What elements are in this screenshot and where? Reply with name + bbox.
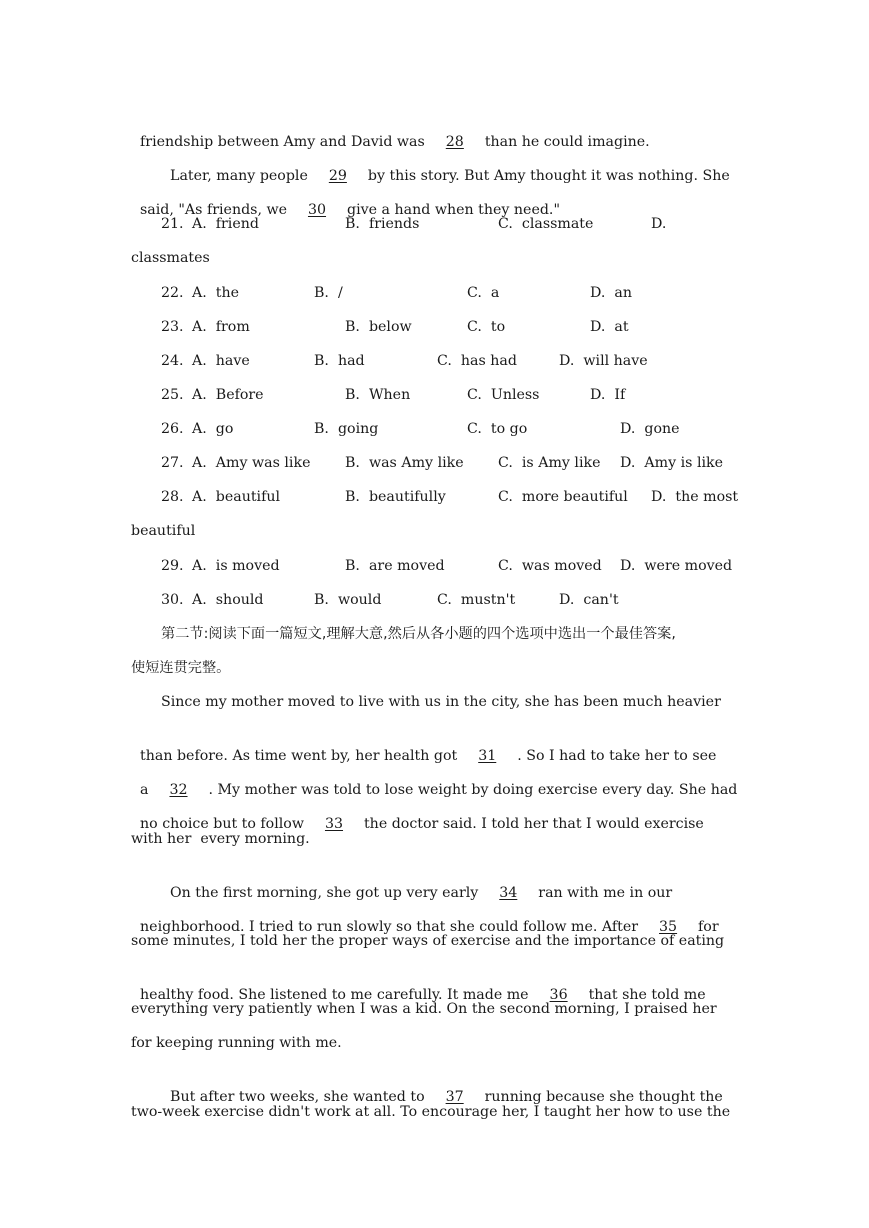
option-c: C. to: [467, 319, 506, 335]
blank-30: 30: [307, 202, 327, 218]
text: said, "As friends, we: [140, 202, 287, 218]
question-number: 23.: [161, 319, 184, 335]
text-line: two-week exercise didn't work at all. To encourage her, I taught her how to use the: [131, 1104, 731, 1120]
text: But after two weeks, she wanted to: [170, 1089, 425, 1105]
blank-37: 37: [445, 1089, 464, 1105]
text: give a hand when they need.": [347, 202, 560, 218]
option-d: D. were moved: [620, 558, 733, 574]
question-number: 22.: [161, 285, 184, 301]
option-d: D.: [651, 216, 667, 232]
option-b: B. below: [345, 319, 412, 335]
option-d: D. an: [590, 285, 632, 301]
option-d: D. can't: [559, 592, 619, 608]
option-c: C. is Amy like: [498, 455, 601, 471]
option-a: A. should: [192, 592, 264, 608]
option-c: C. has had: [437, 353, 517, 369]
option-b: B. friends: [345, 216, 420, 232]
option-b: B. was Amy like: [345, 455, 464, 471]
blank-33: 33: [324, 816, 344, 832]
option-d-wrap: classmates: [131, 250, 210, 266]
text: that she told me: [588, 987, 706, 1003]
text-line: [161, 1067, 723, 1107]
option-b: B. When: [345, 387, 411, 403]
text: neighborhood. I tried to run slowly so that she could follow me. After: [140, 919, 639, 935]
option-a: A. Amy was like: [192, 455, 311, 471]
question-number: 27.: [161, 455, 184, 471]
blank-36: 36: [549, 987, 568, 1003]
option-d: D. will have: [559, 353, 648, 369]
option-c: C. classmate: [498, 216, 594, 232]
question-number: 25.: [161, 387, 184, 403]
question-number: 29.: [161, 558, 184, 574]
option-b: B. going: [314, 421, 379, 437]
blank-29: 29: [328, 168, 347, 184]
option-a: A. Before: [192, 387, 264, 403]
option-d: D. Amy is like: [620, 455, 724, 471]
text: no choice but to follow: [140, 816, 304, 832]
option-d: D. the most: [651, 489, 739, 505]
text: . So I had to take her to see: [517, 748, 717, 764]
option-a: A. go: [192, 421, 234, 437]
text: healthy food. She listened to me carefully. It made me: [140, 987, 529, 1003]
blank-32: 32: [169, 782, 188, 798]
option-b: B. beautifully: [345, 489, 446, 505]
option-a: A. friend: [192, 216, 259, 232]
text: Later, many people: [170, 168, 308, 184]
option-b: B. /: [314, 285, 343, 301]
option-d: D. gone: [620, 421, 680, 437]
text: friendship between Amy and David was: [140, 134, 425, 150]
text: for: [698, 919, 719, 935]
text-line: everything very patiently when I was a kid. On the second morning, I praised her: [131, 1001, 717, 1017]
text: a: [140, 782, 149, 798]
option-c: C. mustn't: [437, 592, 516, 608]
option-a: A. have: [192, 353, 250, 369]
option-d: D. If: [590, 387, 626, 403]
text: ran with me in our: [538, 885, 673, 901]
question-number: 30.: [161, 592, 184, 608]
question-number: 21.: [161, 216, 184, 232]
option-a: A. is moved: [192, 558, 280, 574]
option-a: A. beautiful: [192, 489, 281, 505]
text: by this story. But Amy thought it was nothing. She: [367, 168, 730, 184]
option-a: A. the: [192, 285, 240, 301]
option-d: D. at: [590, 319, 629, 335]
option-c: C. more beautiful: [498, 489, 628, 505]
option-c: C. was moved: [498, 558, 602, 574]
blank-28: 28: [445, 134, 464, 150]
text: the doctor said. I told her that I would exercise: [363, 816, 704, 832]
blank-35: 35: [659, 919, 678, 935]
text-line: for keeping running with me.: [131, 1035, 342, 1051]
text-line: Since my mother moved to live with us in the city, she has been much heavier: [161, 694, 721, 710]
option-d-wrap: beautiful: [131, 523, 196, 539]
option-c: C. Unless: [467, 387, 540, 403]
text: On the first morning, she got up very early: [170, 885, 479, 901]
blank-31: 31: [478, 748, 497, 764]
blank-34: 34: [499, 885, 518, 901]
option-b: B. are moved: [345, 558, 445, 574]
option-c: C. a: [467, 285, 500, 301]
question-number: 26.: [161, 421, 184, 437]
text-line: [131, 794, 704, 834]
option-a: A. from: [192, 319, 250, 335]
section-heading: 第二节:阅读下面一篇短文,理解大意,然后从各小题的四个选项中选出一个最佳答案,: [161, 626, 676, 642]
text: than he could imagine.: [484, 134, 650, 150]
text: . My mother was told to lose weight by doing exercise every day. She had: [208, 782, 738, 798]
option-c: C. to go: [467, 421, 528, 437]
text: than before. As time went by, her health got: [140, 748, 458, 764]
option-b: B. had: [314, 353, 365, 369]
text-line: with her every morning.: [131, 831, 310, 847]
option-b: B. would: [314, 592, 382, 608]
text-line: some minutes, I told her the proper ways of exercise and the importance of eating: [131, 933, 725, 949]
question-number: 24.: [161, 353, 184, 369]
section-heading-cont: 使短连贯完整。: [131, 660, 231, 676]
question-number: 28.: [161, 489, 184, 505]
text: running because she thought the: [484, 1089, 723, 1105]
